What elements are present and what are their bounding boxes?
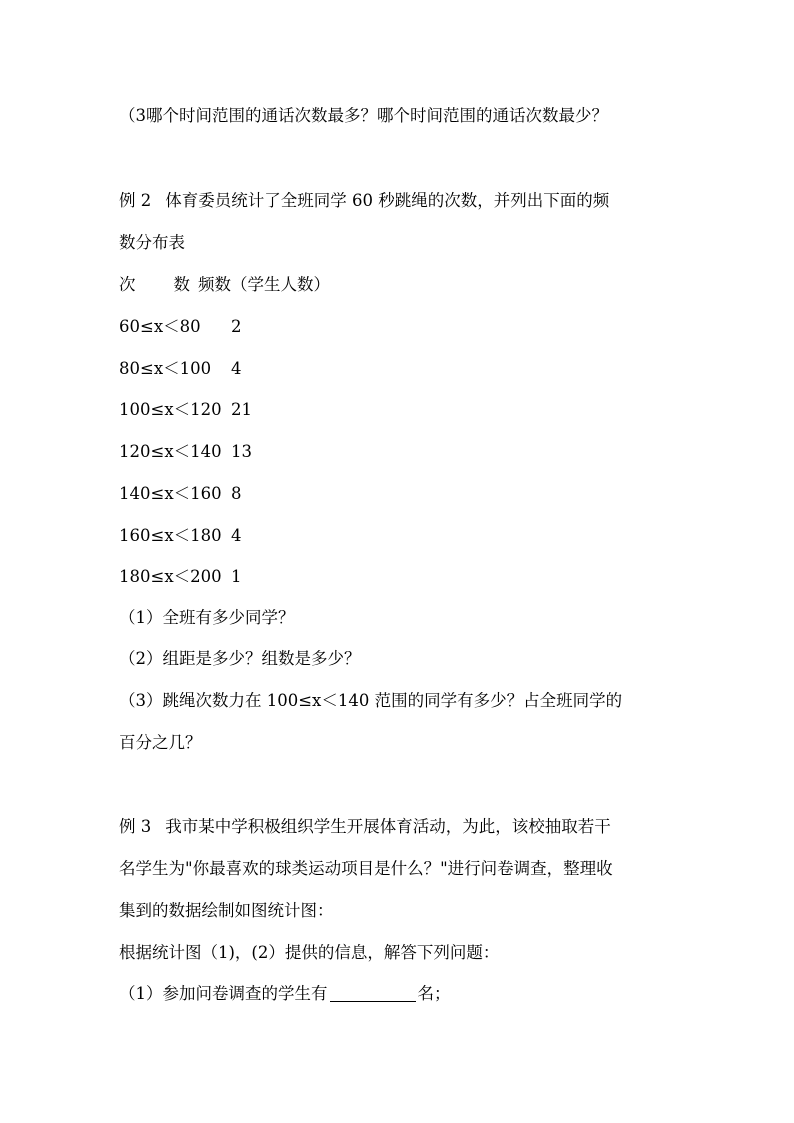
example-3-intro-line3: 集到的数据绘制如图统计图： bbox=[119, 901, 334, 920]
example-2-question-3-line1: （3）跳绳次数力在 100≤x＜140 范围的同学有多少？占全班同学的 bbox=[119, 691, 623, 710]
table-row bbox=[119, 315, 684, 339]
example-3-intro-line1: 例 3 我市某中学积极组织学生开展体育活动，为此，该校抽取若干 bbox=[119, 817, 611, 836]
table-row bbox=[119, 565, 684, 589]
example-3-question-1: （1）参加问卷调查的学生有 名； bbox=[119, 984, 451, 1003]
table-header: 次 数 频数（学生人数） bbox=[119, 275, 330, 294]
range-cell: 60≤x＜80 bbox=[119, 317, 201, 336]
example-2-intro-line2: 数分布表 bbox=[119, 233, 185, 252]
count-cell: 8 bbox=[231, 484, 242, 503]
count-cell: 21 bbox=[231, 400, 252, 419]
range-cell: 100≤x＜120 bbox=[119, 400, 222, 419]
range-cell: 120≤x＜140 bbox=[119, 442, 222, 461]
table-row bbox=[119, 482, 684, 506]
range-cell: 160≤x＜180 bbox=[119, 526, 222, 545]
count-cell: 2 bbox=[231, 317, 242, 336]
table-row bbox=[119, 440, 684, 464]
example-2-label: 例 2 bbox=[119, 191, 152, 210]
example-2-question-1: （1）全班有多少同学？ bbox=[119, 608, 295, 627]
range-cell: 80≤x＜100 bbox=[119, 359, 212, 378]
example-2-intro-line1: 例 2 体育委员统计了全班同学 60 秒跳绳的次数，并列出下面的频 bbox=[119, 191, 610, 210]
example-3-label: 例 3 bbox=[119, 817, 152, 836]
table-row bbox=[119, 524, 684, 548]
count-cell: 4 bbox=[231, 359, 242, 378]
example-2-question-2: （2）组距是多少？组数是多少？ bbox=[119, 649, 361, 668]
example-3-intro-line2: 名学生为"你最喜欢的球类运动项目是什么？"进行问卷调查，整理收 bbox=[119, 859, 613, 878]
table-row bbox=[119, 357, 684, 381]
example-3-instruction: 根据统计图（1)，(2）提供的信息，解答下列问题： bbox=[119, 943, 500, 962]
question-3-text: （3哪个时间范围的通话次数最多？哪个时间范围的通话次数最少？ bbox=[119, 106, 608, 125]
count-cell: 13 bbox=[231, 442, 252, 461]
range-cell: 180≤x＜200 bbox=[119, 567, 222, 586]
range-cell: 140≤x＜160 bbox=[119, 484, 222, 503]
count-cell: 4 bbox=[231, 526, 242, 545]
count-cell: 1 bbox=[231, 567, 242, 586]
table-row bbox=[119, 398, 684, 422]
example-2-question-3-line2: 百分之几？ bbox=[119, 733, 202, 752]
answer-blank[interactable] bbox=[330, 983, 416, 1002]
